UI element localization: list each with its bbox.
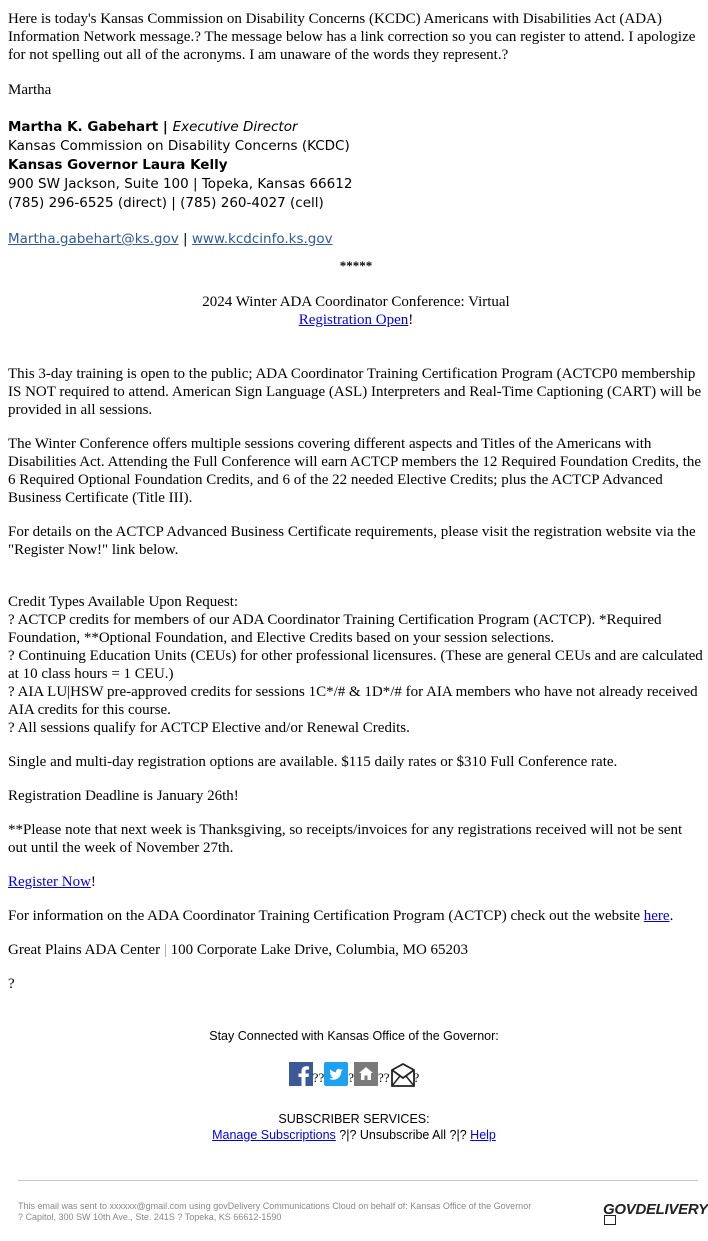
thanksgiving-note: **Please note that next week is Thanksgiving, so receipts/invoices for any registrations received will not be sent out until the week of November 27th. (8, 822, 683, 856)
fine-print-line-2: ? Capitol, 300 SW 10th Ave., Ste. 241S ? Topeka, KS 66612-1590 (18, 1212, 282, 1222)
social-separator: ?? (312, 1070, 325, 1085)
credit-item: ? Continuing Education Units (CEUs) for other professional licensures. (These are general CEUs and are calculated at 10 class hours = 1 CEU.) (8, 648, 703, 682)
govdelivery-logo-text: GOVDELIVERY (603, 1201, 708, 1218)
conference-title: 2024 Winter ADA Coordinator Conference: Virtual (202, 294, 510, 310)
signature-website-link[interactable]: www.kcdcinfo.ks.gov (191, 231, 333, 247)
subscriber-separator: ?|? (335, 1128, 360, 1142)
registration-open-line (8, 311, 704, 329)
stars-divider: ***** (339, 258, 373, 273)
deadline-paragraph: Registration Deadline is January 26th! (8, 788, 239, 804)
signature-governor: Kansas Governor Laura Kelly (8, 157, 228, 173)
body-paragraph-3: For details on the ACTCP Advanced Business Certificate requirements, please visit the registration website via the "Register Now!" link below. (8, 524, 696, 558)
manage-subscriptions-link[interactable]: Manage Subscriptions (212, 1128, 336, 1142)
subscriber-separator: ?|? (446, 1128, 471, 1142)
ada-center-separator: | (163, 942, 167, 958)
govdelivery-logo (603, 1201, 708, 1235)
subscriber-heading: SUBSCRIBER SERVICES: (278, 1112, 430, 1126)
signature-org: Kansas Commission on Disability Concerns (KCDC) (8, 138, 350, 154)
trailing-char: ? (8, 976, 15, 992)
email-icon[interactable] (390, 1062, 414, 1086)
actcp-here-link[interactable]: here (643, 908, 670, 924)
ada-center-street: 100 Corporate Lake Drive, Columbia, MO 65203 (166, 942, 469, 958)
fine-print-line-1: This email was sent to xxxxxx@gmail.com using govDelivery Communications Cloud on behalf of: Kansas Office of the Governor (18, 1201, 532, 1211)
social-separator: ? (413, 1070, 420, 1085)
signature-name: Martha K. Gabehart (8, 119, 159, 135)
help-link[interactable]: Help (470, 1128, 496, 1142)
footer-fine-print (18, 1201, 608, 1223)
signature-address: 900 SW Jackson, Suite 100 | Topeka, Kansas 66612 (8, 176, 353, 192)
signature-separator: | (158, 119, 173, 135)
intro-paragraph: Here is today's Kansas Commission on Disability Concerns (KCDC) Americans with Disabilities Act (ADA) Information Network message.? The message below has a link correction so you can register to attend. I apologize for not spelling out all of the acronyms. I am unaware of the words they represent.? (8, 11, 696, 63)
register-now-link[interactable]: Register Now (8, 874, 91, 890)
signature-link-separator: | (178, 231, 192, 247)
footer-divider (18, 1180, 698, 1181)
ada-center-address (8, 941, 704, 959)
body-paragraph-2: The Winter Conference offers multiple sessions covering different aspects and Titles of the Americans with Disabilities Act. Attending the Full Conference will earn ACTCP members the 12 Required Foundation Credits, the 6 Required Optional Foundation Credits, and 6 of the 22 needed Elective Credits; plus the ACTCP Advanced Business Certificate (Title III). (8, 436, 702, 506)
credit-item: ? ACTCP credits for members of our ADA Coordinator Training Certification Program (ACTCP). *Required Foundation, **Optional Foundation, and Elective Credits based on your session selections. (8, 612, 662, 646)
twitter-icon[interactable] (324, 1062, 348, 1086)
register-now-line (8, 873, 704, 891)
registration-open-suffix: ! (408, 312, 414, 328)
credits-heading: Credit Types Available Upon Request: (8, 594, 239, 610)
home-icon[interactable] (354, 1062, 378, 1086)
register-now-suffix: ! (90, 874, 96, 890)
signature-email-link[interactable]: Martha.gabehart@ks.gov (8, 231, 179, 247)
actcp-info-suffix: . (669, 908, 674, 924)
facebook-icon[interactable] (289, 1062, 313, 1086)
actcp-info-paragraph (8, 907, 704, 925)
signature-block (8, 118, 704, 249)
signature-links (8, 230, 704, 249)
social-separator: ?? (378, 1070, 390, 1085)
body-paragraph-1: This 3-day training is open to the public; ADA Coordinator Training Certification Program (ACTCP0 membership IS NOT required to attend. American Sign Language (ASL) Interpreters and Real-Time Captioning (CART) will be provided in all sessions. (8, 366, 702, 418)
unsubscribe-all-text[interactable]: Unsubscribe All (359, 1128, 447, 1142)
social-links (0, 1062, 708, 1086)
subscriber-links (0, 1127, 708, 1143)
social-separator: ? (348, 1070, 354, 1085)
pricing-paragraph: Single and multi-day registration options are available. $115 daily rates or $310 Full Conference rate. (8, 754, 618, 770)
credit-item: ? AIA LU|HSW pre-approved credits for sessions 1C*/# & 1D*/# for AIA members who have not already received AIA credits for this course. (8, 684, 698, 718)
intro-signoff: Martha (8, 82, 52, 98)
signature-title: Executive Director (172, 119, 298, 135)
credit-item: ? All sessions qualify for ACTCP Elective and/or Renewal Credits. (8, 720, 410, 736)
stay-connected-text: Stay Connected with Kansas Office of the Governor: (209, 1029, 499, 1043)
signature-name-line (8, 118, 704, 137)
email-body (8, 10, 704, 993)
signature-phones: (785) 296-6525 (direct) | (785) 260-4027 (cell) (8, 195, 324, 211)
ada-center-name: Great Plains ADA Center (8, 942, 164, 958)
envelope-icon (604, 1215, 616, 1225)
registration-open-link[interactable]: Registration Open (298, 312, 409, 328)
actcp-info-text: For information on the ADA Coordinator Training Certification Program (ACTCP) check out the website (8, 908, 644, 924)
